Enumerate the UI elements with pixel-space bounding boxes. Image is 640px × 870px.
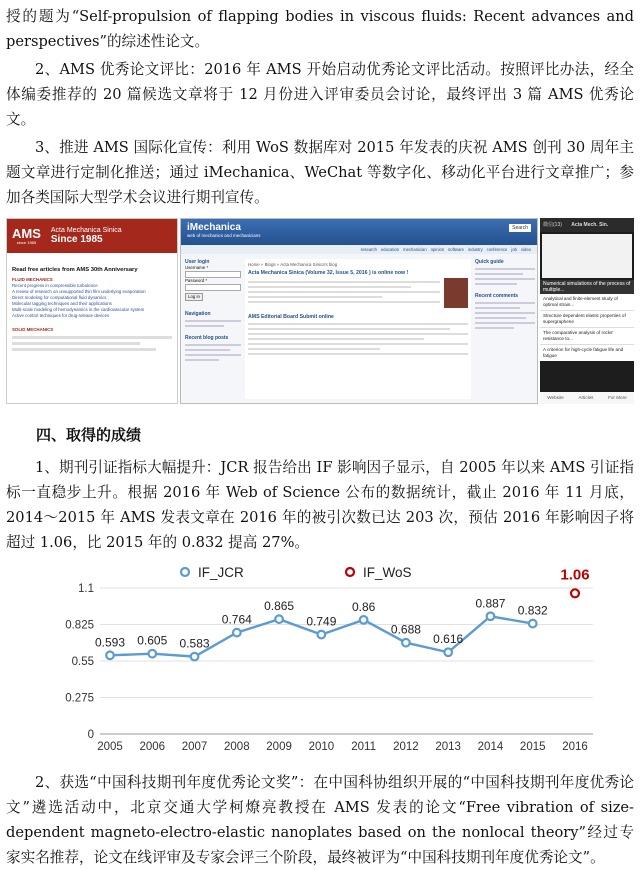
y-tick-label: 0.275 [65, 692, 94, 705]
imech-main: Home » Blogs » Acta Mechanica Sinica's blog Acta Mechanica Sinica (Volume 32, Issue 5, 2016 ) is online now ! AMS Editorial Board Submit online [245, 259, 471, 399]
data-point [487, 612, 495, 620]
imech-password-input[interactable] [185, 284, 241, 291]
legend-marker [181, 568, 189, 576]
wechat-tab[interactable]: For More [608, 395, 627, 400]
imech-nav-item[interactable]: industry [468, 247, 483, 252]
x-tick-label: 2014 [477, 741, 504, 753]
imech-post-title-2[interactable]: AMS Editorial Board Submit online [248, 314, 334, 320]
data-point [233, 629, 241, 637]
data-point [148, 650, 156, 658]
x-tick-label: 2008 [224, 741, 250, 753]
ams-link[interactable]: Recent progress in compressible turbulence [12, 283, 98, 288]
paragraph-international: 3、推进 AMS 国际化宣传：利用 WoS 数据库对 2015 年发表的庆祝 AMS 创刊 30 周年主题文章进行定制化推送；通过 iMechanica、WeChat 等数字化、移动化平台进行文章推广；参加各类国际大型学术会议进行期刊宣传。 [6, 139, 634, 206]
y-tick-label: 0 [87, 729, 94, 741]
wechat-titlebar: 微信(13) Acta Mech. Sin. [540, 218, 634, 232]
imech-nav-item[interactable]: job [511, 247, 517, 252]
ams-link[interactable]: Molecular tagging techniques and their applications [12, 301, 112, 306]
ams-heading: Read free articles from AMS 30th Anniversary [12, 267, 138, 273]
data-label: 0.583 [179, 636, 210, 651]
data-label: 0.865 [264, 599, 295, 614]
legend-marker [346, 568, 354, 576]
data-point [360, 616, 368, 624]
impact-factor-chart [40, 558, 630, 758]
x-tick-label: 2012 [393, 741, 419, 753]
wechat-card[interactable]: Analytical and finite-element study of optimal strain... [540, 294, 634, 311]
ams-link[interactable]: Active control techniques for drug-release devices [12, 313, 110, 318]
x-tick-label: 2011 [351, 741, 377, 753]
imech-tagline: web of mechanics and mechanicians [187, 233, 261, 238]
ams-link[interactable]: A review of research on unsupported thin film underlying evaporation [12, 289, 146, 294]
wechat-tab[interactable]: Website [547, 395, 564, 400]
journal-cover-thumbnail [444, 278, 468, 308]
data-point [402, 639, 410, 647]
x-tick-label: 2006 [139, 741, 166, 753]
x-tick-label: 2005 [97, 741, 123, 753]
data-point [444, 648, 452, 656]
imech-site: iMechanica [187, 222, 241, 233]
imech-sidebar-left: User login Username * Password * Log in Navigation Recent blog posts [185, 259, 241, 364]
imech-sidebar-right: Quick guide Recent comments [475, 259, 535, 332]
y-tick-label: 0.825 [65, 619, 94, 632]
wechat-card[interactable]: Numerical simulations of the process of multiple... [540, 280, 634, 294]
data-label: 0.688 [390, 622, 421, 637]
imech-nav-item[interactable]: research [360, 247, 377, 252]
data-point [275, 615, 283, 623]
wechat-figure [542, 234, 632, 278]
imech-nav-item[interactable]: mechanician [403, 247, 427, 252]
wechat-screenshot [540, 218, 634, 404]
ams-header [7, 219, 177, 253]
data-label: 1.06 [560, 566, 590, 584]
x-tick-label: 2010 [308, 741, 335, 753]
data-label: 0.616 [433, 632, 464, 647]
x-tick-label: 2015 [519, 741, 546, 753]
section-heading: 四、取得的成绩 [36, 426, 142, 444]
ams-cat-fluid: FLUID MECHANICS [12, 277, 53, 282]
legend-label: IF_WoS [363, 565, 412, 580]
data-point [106, 651, 114, 659]
data-label: 0.749 [306, 614, 337, 629]
wechat-tabbar [540, 392, 634, 404]
imech-nav-item[interactable]: video [520, 247, 531, 252]
imech-nav-item[interactable]: conference [486, 247, 508, 252]
x-tick-label: 2007 [181, 741, 208, 753]
ams-since: Since 1985 [50, 234, 103, 245]
screenshot-strip [6, 218, 634, 404]
imech-nav-item[interactable]: opinion [430, 247, 445, 252]
data-point [191, 653, 199, 661]
chart-svg [40, 558, 630, 758]
y-tick-label: 0.55 [71, 656, 94, 668]
ams-cat-solid: SOLID MECHANICS [12, 327, 54, 332]
data-label: 0.764 [221, 612, 252, 627]
imechanica-screenshot [180, 218, 538, 404]
paragraph-continued: 授的题为“Self-propulsion of flapping bodies in viscous fluids: Recent advances and perspectives”的综述性论文。 [6, 8, 634, 50]
data-point [318, 631, 326, 639]
legend-label: IF_JCR [198, 565, 244, 580]
data-point [571, 589, 579, 597]
x-tick-label: 2016 [562, 741, 588, 753]
ams-logo: AMS since 1985 [12, 225, 41, 245]
data-point [529, 620, 537, 628]
imech-username-input[interactable] [185, 271, 241, 278]
x-tick-label: 2009 [266, 741, 292, 753]
imech-search-button[interactable]: Search [509, 224, 531, 232]
data-label: 0.593 [94, 635, 126, 650]
y-tick-label: 1.1 [78, 583, 94, 595]
wechat-card[interactable]: Structure dependent elastic properties of supergraphene [540, 311, 634, 328]
data-label: 0.605 [137, 633, 168, 648]
imech-post-title[interactable]: Acta Mechanica Sinica (Volume 32, Issue 5, 2016 ) is online now ! [248, 270, 409, 276]
imech-header [181, 219, 537, 245]
data-label: 0.832 [517, 603, 548, 618]
data-label: 0.887 [475, 596, 506, 611]
wechat-card[interactable]: The comparative analysis of rocks' resistance to... [540, 328, 634, 345]
imech-login-button[interactable]: Log in [185, 293, 203, 301]
paragraph-award: 2、获选“中国科技期刊年度优秀论文奖”：在中国科协组织开展的“中国科技期刊年度优秀论文”遴选活动中，北京交通大学柯燎亮教授在 AMS 发表的论文“Free vibration of size-dependent magneto-electro-elastic nanoplates based on the nonlocal theory”经过专家实名推荐，论文在线评审及专家会评三个阶段，最终被评为“中国科技期刊年度优秀论文”。 [6, 774, 634, 866]
imech-nav [181, 245, 537, 254]
wechat-tab[interactable]: Articles [578, 395, 594, 400]
ams-link[interactable]: Direct modeling for computational fluid dynamics [12, 295, 107, 300]
ams-journal-name: Acta Mechanica Sinica [50, 227, 122, 234]
wechat-card[interactable]: A criterion for high-cycle fatigue life and fatigue [540, 345, 634, 361]
imech-nav-item[interactable]: education [380, 247, 400, 252]
paragraph-ams-award: 2、AMS 优秀论文评比：2016 年 AMS 开始启动优秀论文评比活动。按照评比办法，经全体编委推荐的 20 篇候选文章将于 12 月份进入评审委员会讨论，最终评出 3 篇 AMS 优秀论文。 [6, 61, 634, 128]
x-tick-label: 2013 [435, 741, 461, 753]
ams-website-screenshot [6, 218, 178, 404]
ams-link[interactable]: Multi-scale modeling of hemodynamics in the cardiovascular system [12, 307, 145, 312]
data-label: 0.86 [351, 599, 376, 614]
paragraph-citation: 1、期刊引证指标大幅提升：JCR 报告给出 IF 影响因子显示，自 2005 年以来 AMS 引证指标一直稳步上升。根据 2016 年 Web of Science 公布的数据统计，截止 2016 年 11 月底，2014～2015 年 AMS 发表文章在 2016 年的被引次数已达 203 次，预估 2016 年影响因子将超过 1.06，比 2015 年的 0.832 提高 27%。 [6, 459, 634, 551]
imech-nav-item[interactable]: software [448, 247, 464, 252]
